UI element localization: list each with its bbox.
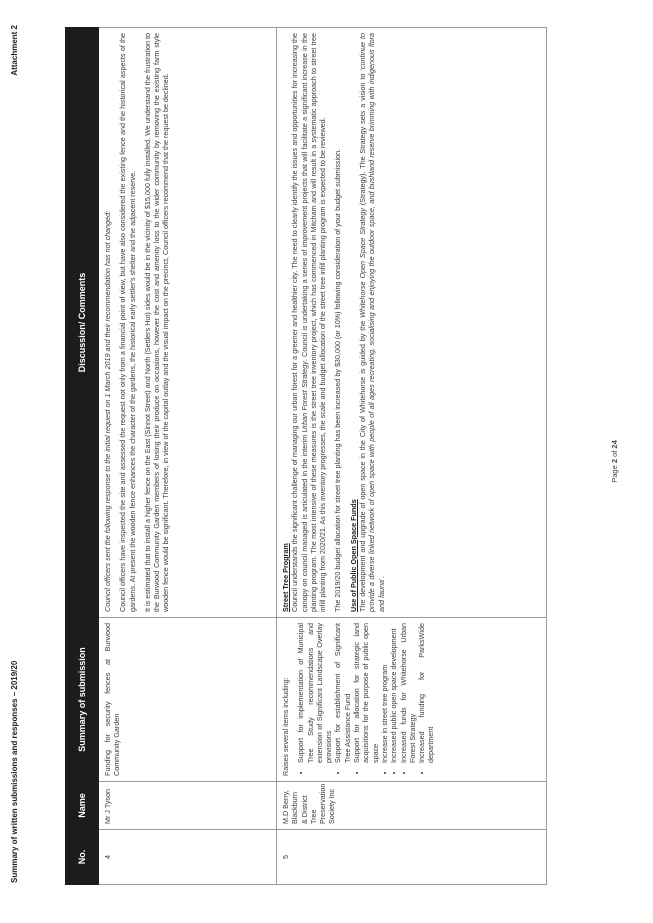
text-run: . Council is undertaking a series of improvement projects that will facilitate a significant increase in the planting program. The most intensive of these measures is the street tree inventory project, which has commenced in Mitcham and will result in a systematic approach to street tree infill planting from 2020/21. As this inventory progresses, the scale and budget allocation of the street tree infill planting program is expected to be reviewed.	[299, 33, 328, 612]
section-heading-open-space: Use of Public Open Space Funds	[348, 499, 358, 612]
text-run: ’.	[376, 576, 386, 581]
page-of: of	[610, 448, 619, 459]
row-number: 4	[99, 830, 277, 885]
discussion-paragraph: Council officers sent the following response to the initial request on 1 March 2019 and their recommendation has not changed:	[103, 210, 112, 612]
text-run: Council understands the significant challenge of managing our urban forest for a greener and healthier city. The need to clearly identify the issues and opportunities for increasing the canopy on council managed is articulated in the interim	[290, 33, 309, 612]
column-header-discussion: Discussion/ Comments	[66, 28, 99, 618]
page-total: 24	[610, 440, 619, 449]
page-number	[610, 0, 619, 923]
submitter-name: Mr J Tyson	[99, 782, 277, 830]
list-item: • Increased funding for ParksWide department	[417, 623, 436, 763]
column-header-no: No.	[66, 830, 99, 885]
list-item: • Support for allocation for strategic land acquisitions for the purpose of public open space	[352, 623, 380, 763]
text-run-italic: continue to provide a diverse linked network of open space with people of all ages recreating, socialising and enjoying the outdoor space, and bushland reserve brimming with indigenous flora and fauna	[358, 33, 386, 612]
submission-summary	[99, 618, 277, 782]
row-number: 5	[277, 830, 547, 885]
text-run: The development and upgrade of open space in the City of Whitehorse is guided by the	[358, 317, 368, 612]
list-item: • Support for implementation of Municipal Tree Study recommendations and extension of Significant Landscape Overlay provisions	[296, 623, 333, 763]
submissions-table	[65, 27, 547, 885]
list-item: • Increased public open space development	[389, 623, 398, 763]
summary-text: Funding for security fences at Burwood Community Garden	[103, 623, 122, 776]
text-run: (Strategy). The Strategy sets a vision to ‘	[358, 69, 368, 209]
submitter-name: M.D Berry, Blackburn & District Tree Preservation Society Inc	[277, 782, 547, 830]
discussion-paragraph	[290, 33, 327, 612]
table-row	[99, 28, 277, 885]
document-title: Summary of written submissions and responses – 2019/20	[10, 660, 19, 883]
attachment-label: Attachment 2	[10, 25, 19, 76]
list-item: • Increase in street tree program	[380, 623, 389, 763]
text-run-italic: Urban Forest Strategy	[299, 361, 309, 433]
column-header-summary: Summary of submission	[66, 618, 99, 782]
discussion-comments	[277, 28, 547, 618]
list-item: • Support for establishment of Significant Tree Assistance Fund	[333, 623, 352, 763]
discussion-comments	[99, 28, 277, 618]
discussion-paragraph: The 2019/20 budget allocation for street tree planting has been increased by $30,000 (or 10%) following consideration of your budget submission.	[333, 148, 343, 612]
table-header-row	[66, 28, 99, 885]
discussion-paragraph: It is estimated that to install a higher fence on the East (Sinnot Street) and North (Settlers Hut) sides would be in the vicinity of $15,000 fully installed. We understand the frustration to the Burwood Community Garden members of losing their produce on occasions, however the cost and amenity loss to the wider community by removing the existing farm style wooden fence would be significant. Therefore, in view of the capital outlay and the visual impact on the precinct, Council officers recommend that the request be declined.	[142, 33, 171, 612]
submission-summary	[277, 618, 547, 782]
discussion-paragraph	[358, 33, 386, 612]
section-heading-street-tree: Street Tree Program	[281, 543, 290, 612]
summary-intro: Raises several items including:	[281, 677, 290, 776]
list-item: • Increased funds for Whitehorse Urban Forest Strategy	[399, 623, 418, 763]
discussion-paragraph: Council officers have inspected the site and assessed the request not only from a financial point of view, but have also considered the existing fence and the historical aspects of the gardens. At present the wooden fence enhances the character of the gardens, the historical early settler's shelter and the adjacent reserve.	[118, 33, 137, 612]
summary-points-list	[296, 623, 435, 776]
column-header-name: Name	[66, 782, 99, 830]
page-prefix: Page	[610, 463, 619, 483]
table-row	[277, 28, 547, 885]
page-current: 2	[610, 459, 619, 464]
text-run-italic: Whitehorse Open Space Strategy	[358, 208, 368, 318]
